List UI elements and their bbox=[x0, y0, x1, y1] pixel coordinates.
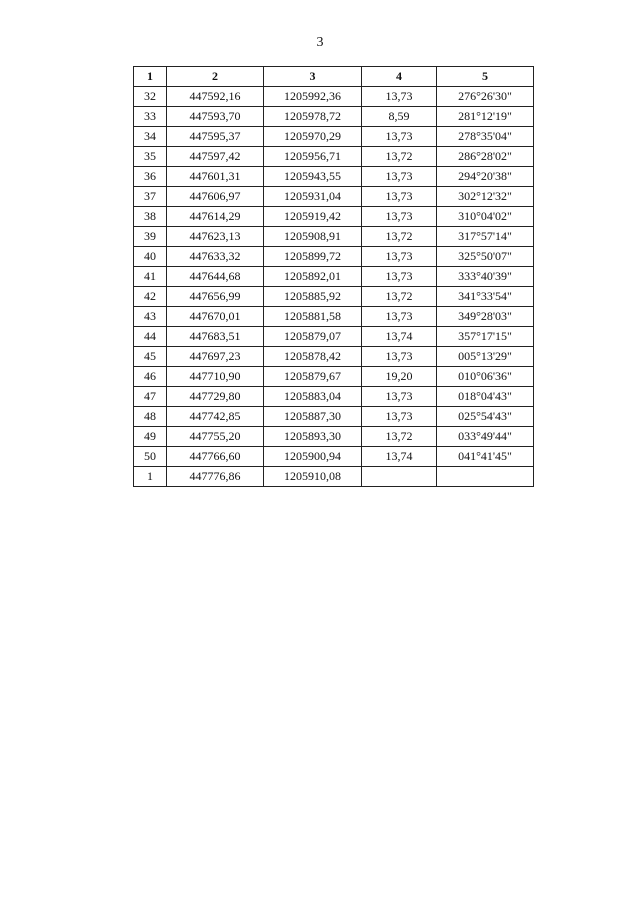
point-number-cell: 39 bbox=[134, 227, 167, 247]
y-coordinate-cell: 1205931,04 bbox=[264, 187, 362, 207]
point-number-cell: 33 bbox=[134, 107, 167, 127]
distance-cell: 13,73 bbox=[362, 307, 437, 327]
coordinates-table bbox=[133, 66, 534, 487]
point-number-cell: 47 bbox=[134, 387, 167, 407]
point-number-cell: 45 bbox=[134, 347, 167, 367]
column-header: 1 bbox=[134, 67, 167, 87]
x-coordinate-cell: 447776,86 bbox=[167, 467, 264, 487]
table-row bbox=[134, 327, 534, 347]
y-coordinate-cell: 1205878,42 bbox=[264, 347, 362, 367]
x-coordinate-cell: 447656,99 bbox=[167, 287, 264, 307]
bearing-cell: 025°54'43" bbox=[437, 407, 534, 427]
table-row bbox=[134, 447, 534, 467]
distance-cell: 13,73 bbox=[362, 207, 437, 227]
x-coordinate-cell: 447683,51 bbox=[167, 327, 264, 347]
table-row bbox=[134, 147, 534, 167]
distance-cell: 13,72 bbox=[362, 287, 437, 307]
distance-cell: 13,73 bbox=[362, 87, 437, 107]
x-coordinate-cell: 447633,32 bbox=[167, 247, 264, 267]
y-coordinate-cell: 1205900,94 bbox=[264, 447, 362, 467]
point-number-cell: 46 bbox=[134, 367, 167, 387]
y-coordinate-cell: 1205919,42 bbox=[264, 207, 362, 227]
distance-cell: 13,73 bbox=[362, 347, 437, 367]
bearing-cell: 281°12'19" bbox=[437, 107, 534, 127]
point-number-cell: 1 bbox=[134, 467, 167, 487]
bearing-cell: 333°40'39" bbox=[437, 267, 534, 287]
table-row bbox=[134, 107, 534, 127]
point-number-cell: 44 bbox=[134, 327, 167, 347]
bearing-cell: 302°12'32" bbox=[437, 187, 534, 207]
bearing-cell: 018°04'43" bbox=[437, 387, 534, 407]
y-coordinate-cell: 1205908,91 bbox=[264, 227, 362, 247]
distance-cell: 13,73 bbox=[362, 167, 437, 187]
distance-cell: 13,73 bbox=[362, 127, 437, 147]
point-number-cell: 40 bbox=[134, 247, 167, 267]
table-row bbox=[134, 407, 534, 427]
distance-cell: 13,73 bbox=[362, 267, 437, 287]
x-coordinate-cell: 447755,20 bbox=[167, 427, 264, 447]
y-coordinate-cell: 1205892,01 bbox=[264, 267, 362, 287]
y-coordinate-cell: 1205885,92 bbox=[264, 287, 362, 307]
y-coordinate-cell: 1205910,08 bbox=[264, 467, 362, 487]
distance-cell: 13,74 bbox=[362, 447, 437, 467]
bearing-cell: 005°13'29" bbox=[437, 347, 534, 367]
x-coordinate-cell: 447595,37 bbox=[167, 127, 264, 147]
table-row bbox=[134, 267, 534, 287]
y-coordinate-cell: 1205887,30 bbox=[264, 407, 362, 427]
distance-cell: 13,73 bbox=[362, 387, 437, 407]
bearing-cell: 325°50'07" bbox=[437, 247, 534, 267]
distance-cell bbox=[362, 467, 437, 487]
point-number-cell: 48 bbox=[134, 407, 167, 427]
distance-cell: 8,59 bbox=[362, 107, 437, 127]
table-row bbox=[134, 207, 534, 227]
bearing-cell bbox=[437, 467, 534, 487]
table-row bbox=[134, 287, 534, 307]
bearing-cell: 033°49'44" bbox=[437, 427, 534, 447]
distance-cell: 13,74 bbox=[362, 327, 437, 347]
distance-cell: 13,73 bbox=[362, 187, 437, 207]
distance-cell: 13,73 bbox=[362, 407, 437, 427]
distance-cell: 19,20 bbox=[362, 367, 437, 387]
bearing-cell: 276°26'30" bbox=[437, 87, 534, 107]
y-coordinate-cell: 1205879,67 bbox=[264, 367, 362, 387]
table-row bbox=[134, 307, 534, 327]
point-number-cell: 50 bbox=[134, 447, 167, 467]
column-header: 4 bbox=[362, 67, 437, 87]
bearing-cell: 010°06'36" bbox=[437, 367, 534, 387]
x-coordinate-cell: 447644,68 bbox=[167, 267, 264, 287]
x-coordinate-cell: 447697,23 bbox=[167, 347, 264, 367]
table-row bbox=[134, 387, 534, 407]
bearing-cell: 310°04'02" bbox=[437, 207, 534, 227]
x-coordinate-cell: 447593,70 bbox=[167, 107, 264, 127]
bearing-cell: 357°17'15" bbox=[437, 327, 534, 347]
y-coordinate-cell: 1205883,04 bbox=[264, 387, 362, 407]
table-header-row bbox=[134, 67, 534, 87]
column-header: 5 bbox=[437, 67, 534, 87]
point-number-cell: 38 bbox=[134, 207, 167, 227]
table-row bbox=[134, 167, 534, 187]
table-row bbox=[134, 227, 534, 247]
x-coordinate-cell: 447614,29 bbox=[167, 207, 264, 227]
bearing-cell: 341°33'54" bbox=[437, 287, 534, 307]
table-row bbox=[134, 87, 534, 107]
x-coordinate-cell: 447597,42 bbox=[167, 147, 264, 167]
table-row bbox=[134, 127, 534, 147]
point-number-cell: 37 bbox=[134, 187, 167, 207]
column-header: 3 bbox=[264, 67, 362, 87]
x-coordinate-cell: 447670,01 bbox=[167, 307, 264, 327]
y-coordinate-cell: 1205970,29 bbox=[264, 127, 362, 147]
x-coordinate-cell: 447766,60 bbox=[167, 447, 264, 467]
y-coordinate-cell: 1205893,30 bbox=[264, 427, 362, 447]
table-row bbox=[134, 427, 534, 447]
y-coordinate-cell: 1205879,07 bbox=[264, 327, 362, 347]
point-number-cell: 41 bbox=[134, 267, 167, 287]
table-row bbox=[134, 187, 534, 207]
x-coordinate-cell: 447623,13 bbox=[167, 227, 264, 247]
table-row bbox=[134, 347, 534, 367]
point-number-cell: 32 bbox=[134, 87, 167, 107]
point-number-cell: 49 bbox=[134, 427, 167, 447]
bearing-cell: 317°57'14" bbox=[437, 227, 534, 247]
bearing-cell: 278°35'04" bbox=[437, 127, 534, 147]
distance-cell: 13,73 bbox=[362, 247, 437, 267]
column-header: 2 bbox=[167, 67, 264, 87]
x-coordinate-cell: 447592,16 bbox=[167, 87, 264, 107]
y-coordinate-cell: 1205943,55 bbox=[264, 167, 362, 187]
table-body bbox=[134, 87, 534, 487]
x-coordinate-cell: 447710,90 bbox=[167, 367, 264, 387]
point-number-cell: 43 bbox=[134, 307, 167, 327]
y-coordinate-cell: 1205978,72 bbox=[264, 107, 362, 127]
bearing-cell: 294°20'38" bbox=[437, 167, 534, 187]
distance-cell: 13,72 bbox=[362, 147, 437, 167]
bearing-cell: 041°41'45" bbox=[437, 447, 534, 467]
bearing-cell: 349°28'03" bbox=[437, 307, 534, 327]
x-coordinate-cell: 447729,80 bbox=[167, 387, 264, 407]
point-number-cell: 42 bbox=[134, 287, 167, 307]
point-number-cell: 34 bbox=[134, 127, 167, 147]
y-coordinate-cell: 1205992,36 bbox=[264, 87, 362, 107]
page-number: 3 bbox=[316, 35, 324, 50]
y-coordinate-cell: 1205956,71 bbox=[264, 147, 362, 167]
y-coordinate-cell: 1205881,58 bbox=[264, 307, 362, 327]
table-row bbox=[134, 247, 534, 267]
x-coordinate-cell: 447742,85 bbox=[167, 407, 264, 427]
distance-cell: 13,72 bbox=[362, 227, 437, 247]
y-coordinate-cell: 1205899,72 bbox=[264, 247, 362, 267]
bearing-cell: 286°28'02" bbox=[437, 147, 534, 167]
point-number-cell: 36 bbox=[134, 167, 167, 187]
table-row bbox=[134, 367, 534, 387]
x-coordinate-cell: 447606,97 bbox=[167, 187, 264, 207]
x-coordinate-cell: 447601,31 bbox=[167, 167, 264, 187]
distance-cell: 13,72 bbox=[362, 427, 437, 447]
table-row bbox=[134, 467, 534, 487]
point-number-cell: 35 bbox=[134, 147, 167, 167]
